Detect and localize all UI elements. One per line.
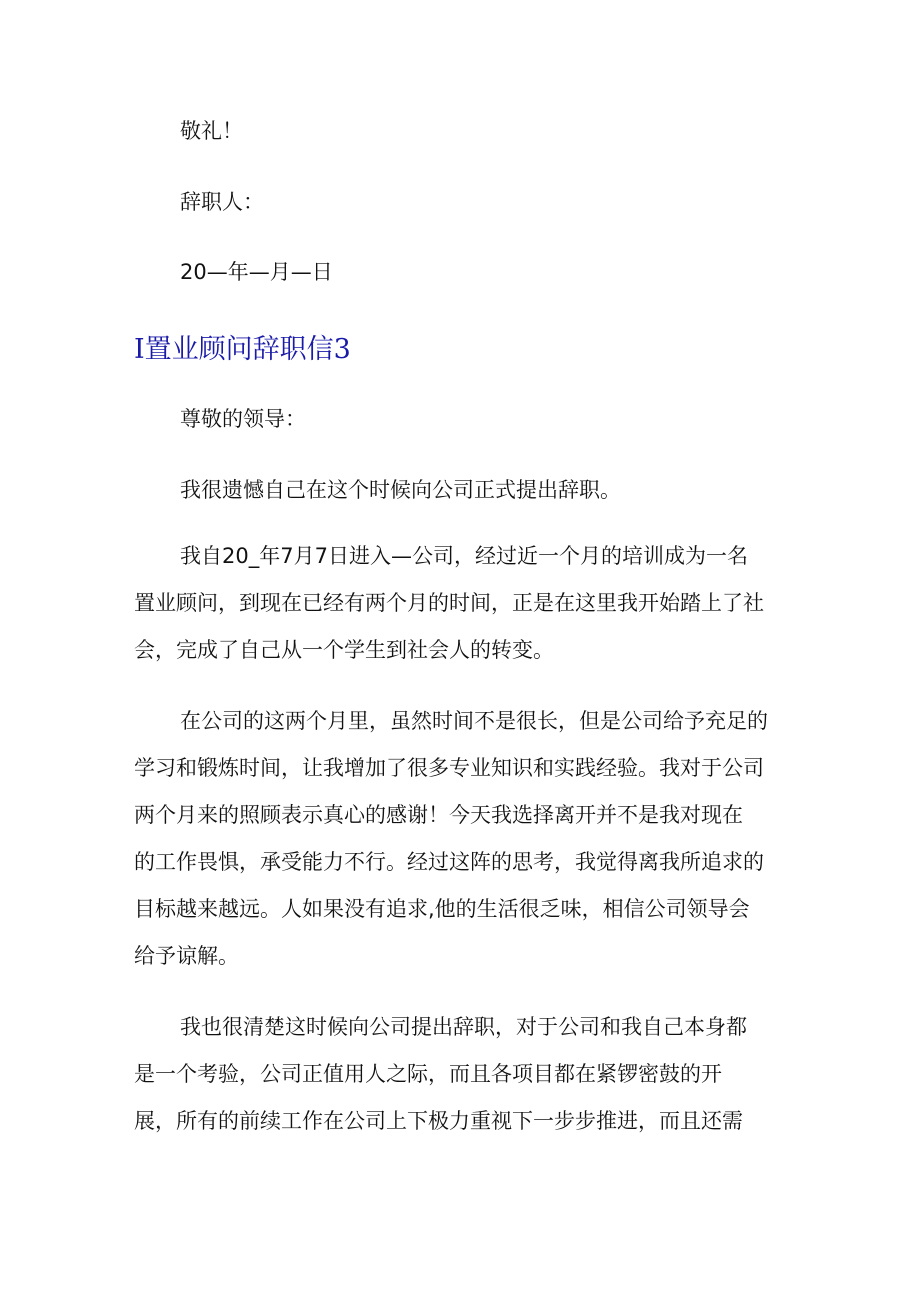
- paragraph-2-line: 置业顾问，到现在已经有两个月的时间，正是在这里我开始踏上了社: [134, 591, 764, 615]
- paragraph-3-line: 在公司的这两个月里，虽然时间不是很长，但是公司给予充足的: [180, 709, 768, 733]
- closing-date: 20—年—月—日: [180, 260, 333, 284]
- paragraph-4-line: 我也很清楚这时候向公司提出辞职，对于公司和我自己本身都: [180, 1015, 747, 1039]
- paragraph-2-line: 我自20_年7月7日进入—公司，经过近一个月的培训成为一名: [180, 544, 748, 568]
- paragraph-2-line: 会，完成了自己从一个学生到社会人的转变。: [134, 638, 554, 662]
- paragraph-3-line: 目标越来越远。人如果没有追求,他的生活很乏味，相信公司领导会: [134, 897, 750, 921]
- closing-signer: 辞职人：: [180, 190, 264, 214]
- paragraph-3-line: 的工作畏惧，承受能力不行。经过这阵的思考，我觉得离我所追求的: [134, 850, 764, 874]
- paragraph-4-line: 是一个考验，公司正值用人之际，而且各项目都在紧锣密鼓的开: [134, 1062, 722, 1086]
- letter-greeting: 尊敬的领导：: [180, 407, 306, 431]
- paragraph-3-line: 给予谅解。: [134, 944, 239, 968]
- closing-salute: 敬礼！: [180, 119, 243, 143]
- paragraph-4-line: 展，所有的前续工作在公司上下极力重视下一步步推进，而且还需: [134, 1109, 743, 1133]
- paragraph-1-line: 我很遗憾自己在这个时候向公司正式提出辞职。: [180, 478, 621, 502]
- section-heading: I置业顾问辞职信3: [134, 334, 351, 365]
- paragraph-3-line: 两个月来的照顾表示真心的感谢！今天我选择离开并不是我对现在: [134, 803, 743, 827]
- paragraph-3-line: 学习和锻炼时间，让我增加了很多专业知识和实践经验。我对于公司: [134, 756, 764, 780]
